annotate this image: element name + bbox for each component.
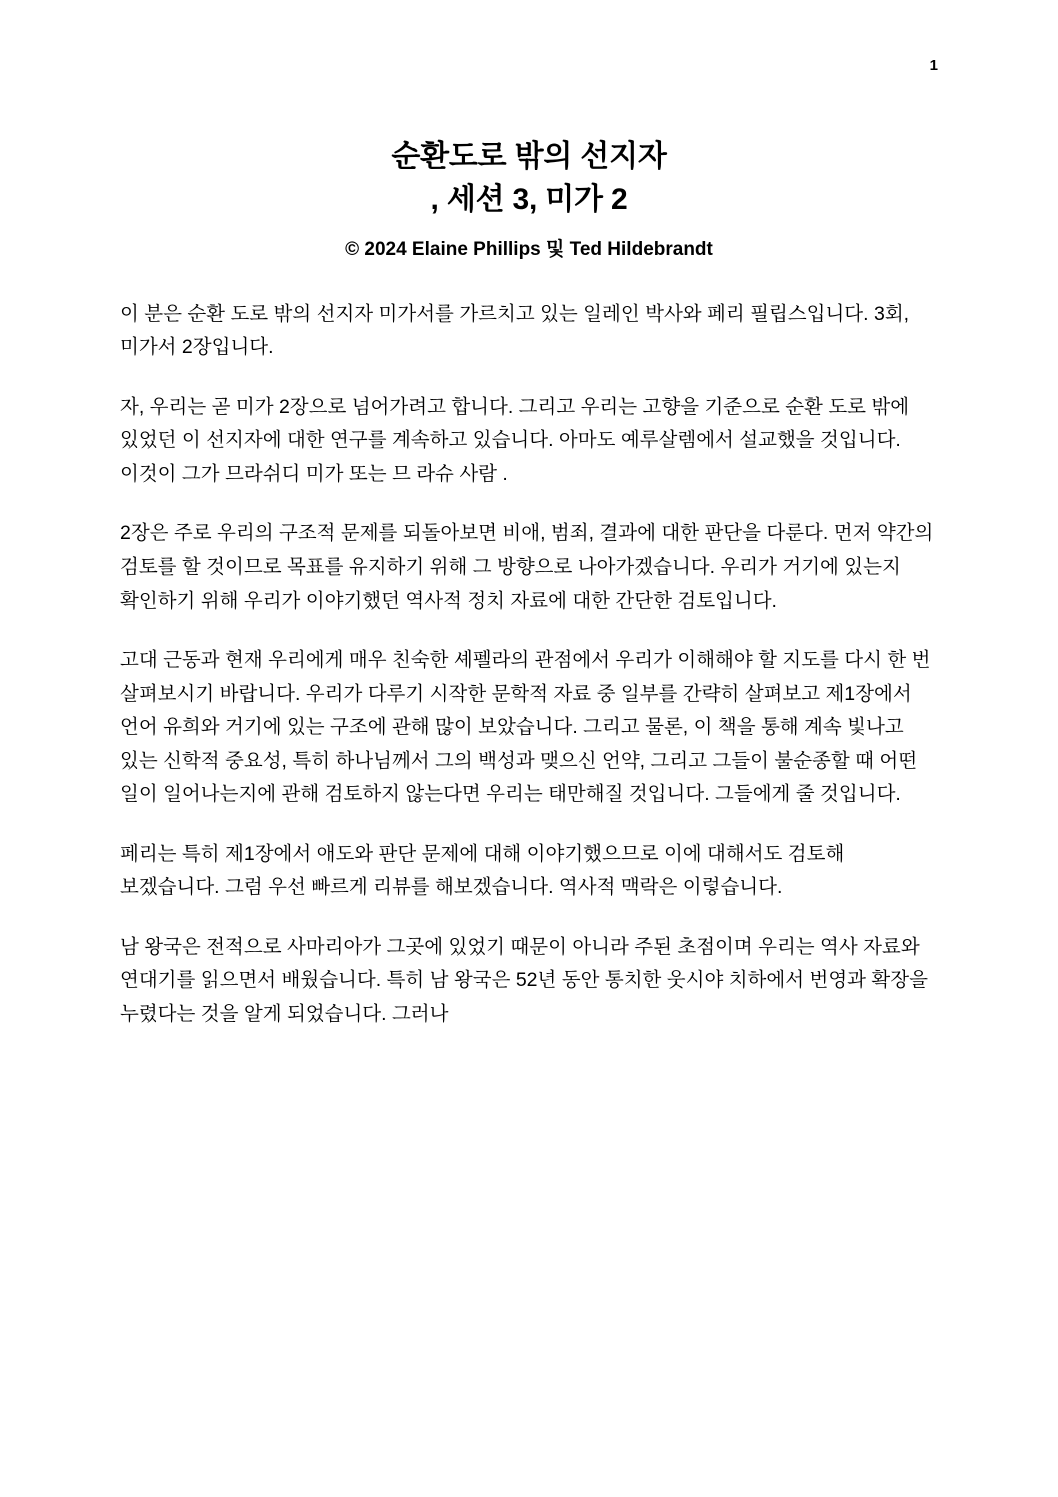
document-title <box>120 136 938 221</box>
paragraph: 고대 근동과 현재 우리에게 매우 친숙한 셰펠라의 관점에서 우리가 이해해야 할 지도를 다시 한 번 살펴보시기 바랍니다. 우리가 다루기 시작한 문학적 자료 중 일부를 간략히 살펴보고 제1장에서 언어 유희와 거기에 있는 구조에 관해 많이 보았습니다. 그리고 물론, 이 책을 통해 계속 빛나고 있는 신학적 중요성, 특히 하나님께서 그의 백성과 맺으신 언약, 그리고 그들이 불순종할 때 어떤 일이 일어나는지에 관해 검토하지 않는다면 우리는 태만해질 것입니다. 그들에게 줄 것입니다. <box>120 649 931 806</box>
document-title-line-1: 순환도로 밖의 선지자 <box>391 140 667 173</box>
paragraph: 남 왕국은 전적으로 사마리아가 그곳에 있었기 때문이 아니라 주된 초점이며 우리는 역사 자료와 연대기를 읽으면서 배웠습니다. 특히 남 왕국은 52년 동안 통치한 웃시야 치하에서 번영과 확장을 누렸다는 것을 알게 되었습니다. 그러나 <box>120 935 928 1025</box>
document-title-line-2: , 세션 3, 미가 2 <box>430 182 628 216</box>
page-number: 1 <box>929 57 938 74</box>
paragraph: 자, 우리는 곧 미가 2장으로 넘어가려고 합니다. 그리고 우리는 고향을 기준으로 순환 도로 밖에 있었던 이 선지자에 대한 연구를 계속하고 있습니다. 아마도 예루살렘에서 설교했을 것입니다. 이것이 그가 므라쉬디 미가 또는 므 라슈 사람 . <box>120 395 910 485</box>
copyright-notice: © 2024 Elaine Phillips 및 Ted Hildebrandt <box>345 239 713 261</box>
paragraph: 2장은 주로 우리의 구조적 문제를 되돌아보면 비애, 범죄, 결과에 대한 판단을 다룬다. 먼저 약간의 검토를 할 것이므로 목표를 유지하기 위해 그 방향으로 나아가겠습니다. 우리가 거기에 있는지 확인하기 위해 우리가 이야기했던 역사적 정치 자료에 대한 간단한 검토입니다. <box>120 522 934 612</box>
paragraph: 이 분은 순환 도로 밖의 선지자 미가서를 가르치고 있는 일레인 박사와 페리 필립스입니다. 3회, 미가서 2장입니다. <box>120 302 910 359</box>
paragraph: 페리는 특히 제1장에서 애도와 판단 문제에 대해 이야기했으므로 이에 대해서도 검토해 보겠습니다. 그럼 우선 빠르게 리뷰를 해보겠습니다. 역사적 맥락은 이렇습니다. <box>120 842 845 899</box>
document-body <box>120 298 938 1032</box>
